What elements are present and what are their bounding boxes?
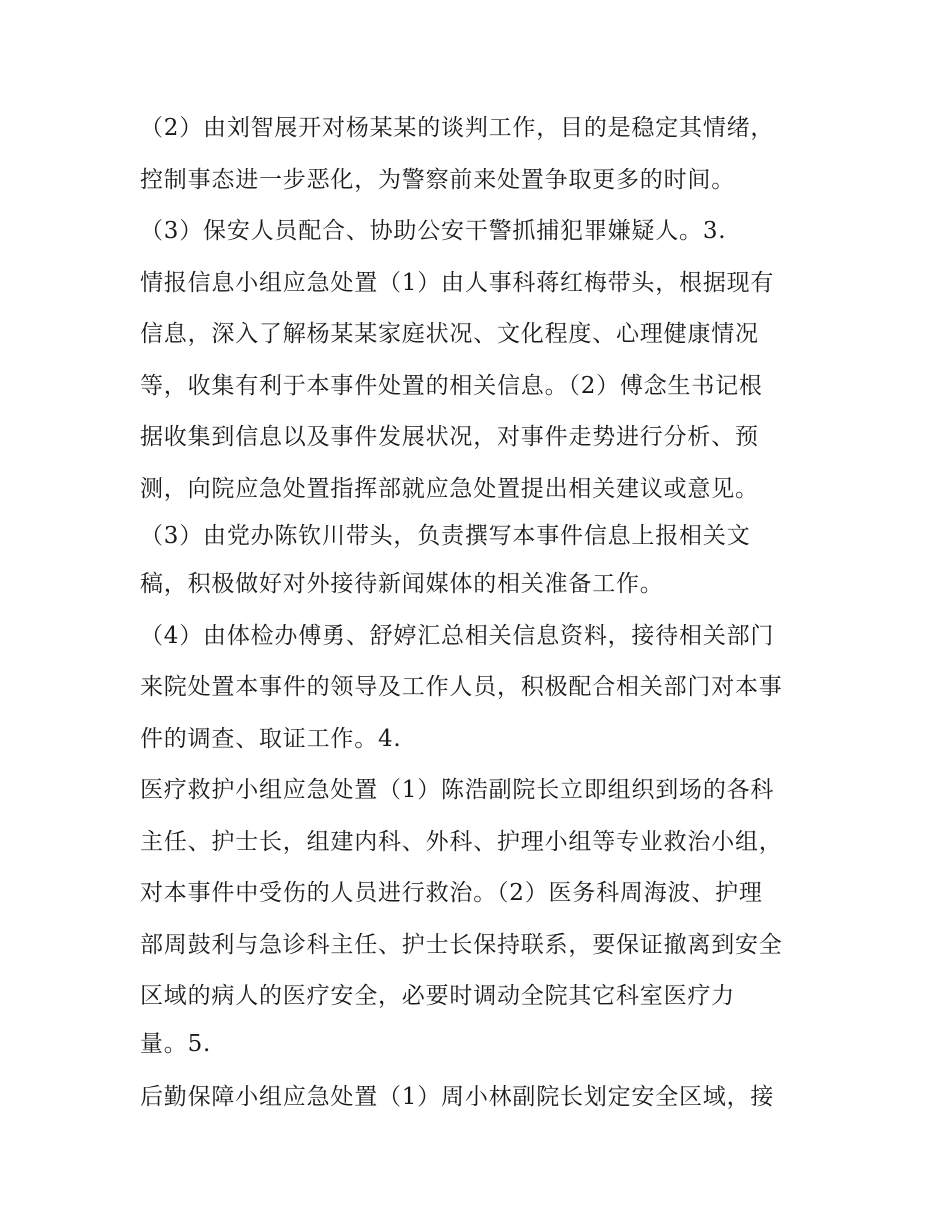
text-line: 稿，积极做好对外接待新闻媒体的相关准备工作。 bbox=[140, 571, 664, 597]
text-line: 情报信息小组应急处置（1）由人事科蒋红梅带头，根据现有 bbox=[140, 270, 775, 296]
text-line: 量。5. bbox=[140, 1031, 212, 1057]
text-line: （3）由党办陈钦川带头，负责撰写本事件信息上报相关文 bbox=[140, 523, 751, 549]
text-line: 信息，深入了解杨某某家庭状况、文化程度、心理健康情况 bbox=[140, 321, 759, 347]
text-line: 医疗救护小组应急处置（1）陈浩副院长立即组织到场的各科 bbox=[140, 777, 775, 803]
text-line: （2）由刘智展开对杨某某的谈判工作，目的是稳定其情绪， bbox=[140, 115, 775, 141]
text-line: （4）由体检办傅勇、舒婷汇总相关信息资料，接待相关部门 bbox=[140, 623, 775, 649]
text-line: 对本事件中受伤的人员进行救治。（2）医务科周海波、护理 bbox=[140, 880, 763, 906]
text-line: 部周鼓利与急诊科主任、护士长保持联系，要保证撤离到安全 bbox=[140, 932, 783, 958]
text-line: 等，收集有利于本事件处置的相关信息。（2）傅念生书记根 bbox=[140, 373, 763, 399]
text-line: 主任、护士长，组建内科、外科、护理小组等专业救治小组， bbox=[140, 829, 783, 855]
text-line: 控制事态进一步恶化，为警察前来处置争取更多的时间。 bbox=[140, 167, 735, 193]
text-line: 后勤保障小组应急处置（1）周小林副院长划定安全区域，接 bbox=[140, 1084, 775, 1110]
text-line: （3）保安人员配合、协助公安干警抓捕犯罪嫌疑人。3. bbox=[140, 218, 727, 244]
text-line: 区域的病人的医疗安全，必要时调动全院其它科室医疗力 bbox=[140, 983, 735, 1009]
text-line: 件的调查、取证工作。4. bbox=[140, 726, 402, 752]
text-line: 来院处置本事件的领导及工作人员，积极配合相关部门对本事 bbox=[140, 674, 783, 700]
text-line: 据收集到信息以及事件发展状况，对事件走势进行分析、预 bbox=[140, 424, 759, 450]
text-line: 测，向院应急处置指挥部就应急处置提出相关建议或意见。 bbox=[140, 476, 759, 502]
